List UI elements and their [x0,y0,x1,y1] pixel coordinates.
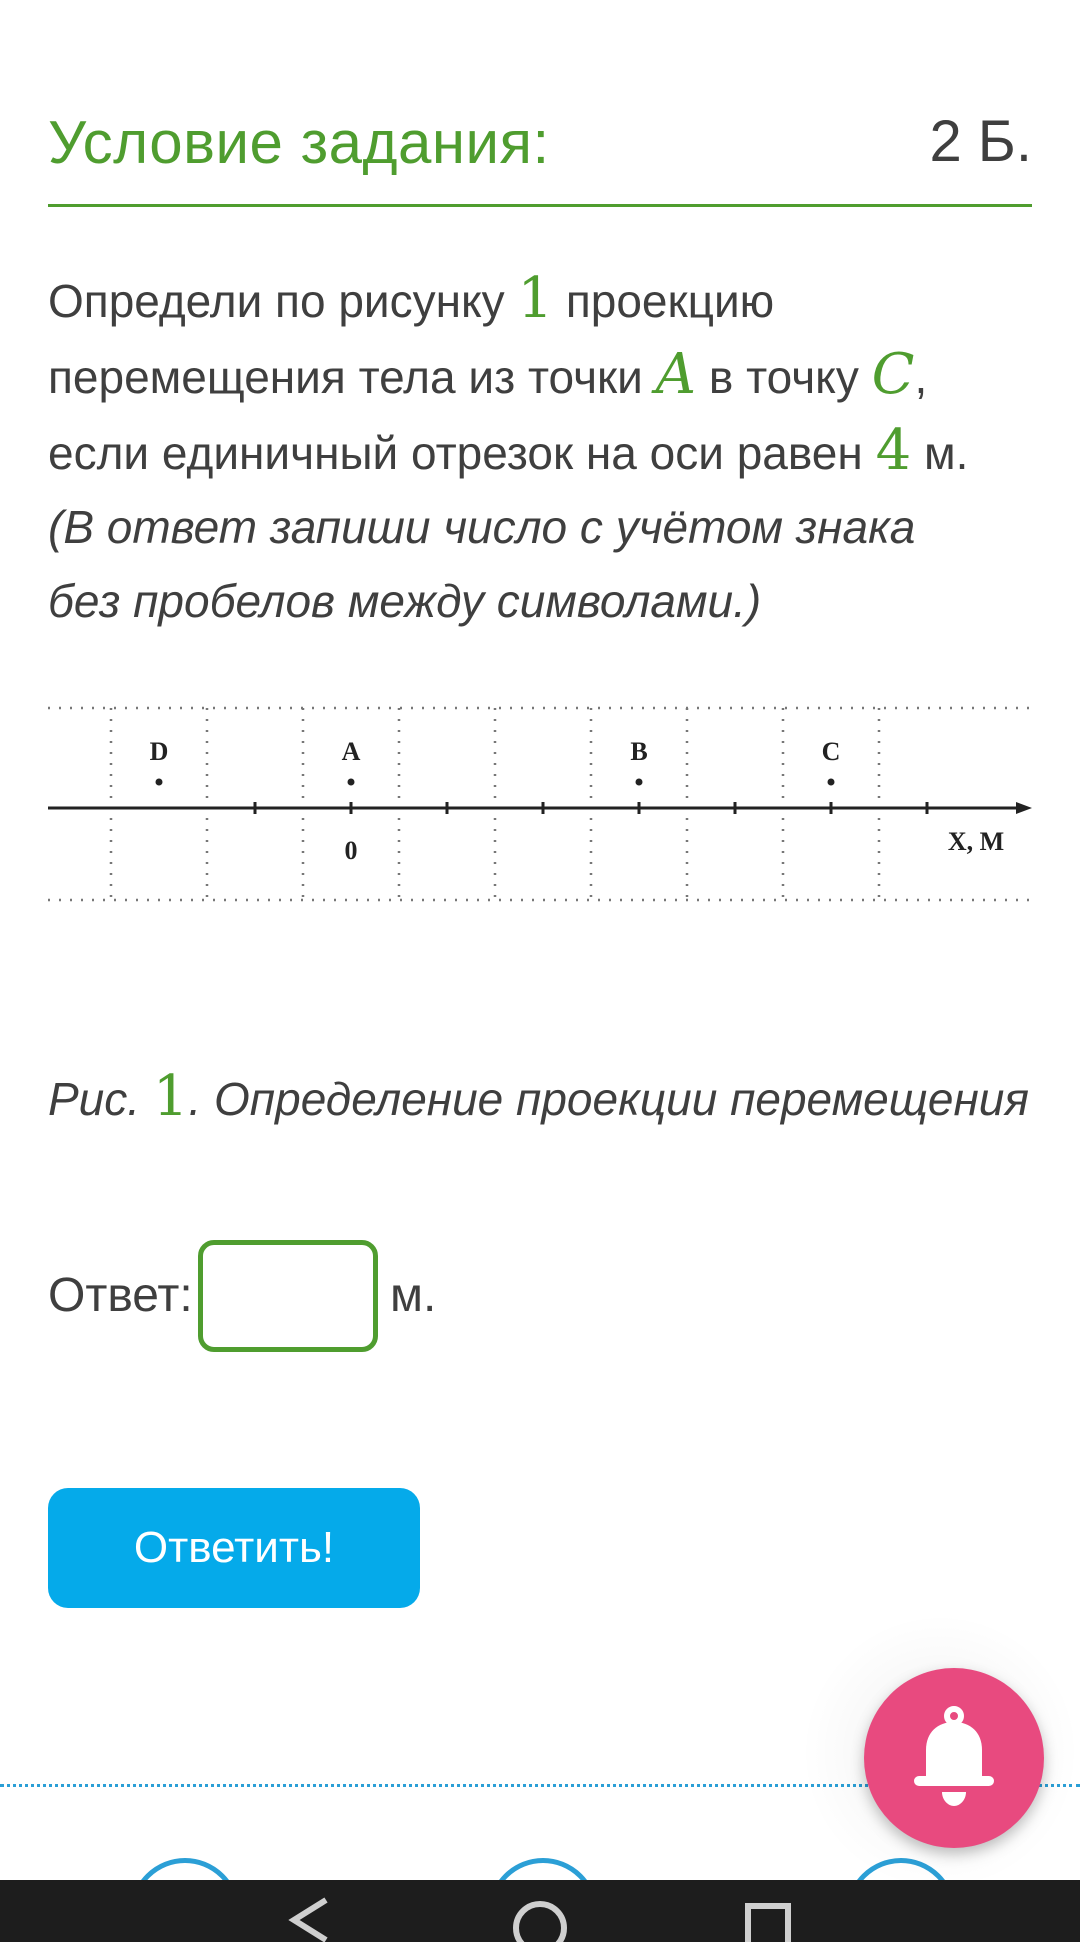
task-hint-2: без пробелов между символами.) [48,575,762,627]
recents-icon[interactable] [748,1906,788,1942]
task-title: Условие задания: [48,109,550,176]
figure-caption: Рис. 1. Определение проекции перемещения [48,1064,1029,1129]
point-marker [156,779,163,786]
answer-label: Ответ: [48,1269,193,1322]
axis-label: X, M [947,827,1005,856]
notification-button[interactable] [864,1668,1044,1848]
axis-figure [48,704,1032,904]
caption-number: 1 [152,1064,189,1129]
bell-icon [908,1706,1000,1810]
task-points: 2 Б. [929,109,1032,174]
page-circle[interactable] [488,1858,598,1880]
task-header [48,100,1032,207]
home-icon[interactable] [516,1904,564,1942]
axis-arrow [1016,802,1032,814]
point-label: B [630,737,648,766]
task-statement [48,262,1032,638]
zero-label: 0 [344,836,358,865]
task-line-1: Определи по рисунку 1 проекцию [48,266,775,331]
answer-unit: м. [390,1269,437,1322]
page-circle[interactable] [130,1858,240,1880]
point-marker [636,779,643,786]
figure-number: 1 [517,266,554,331]
submit-button[interactable]: Ответить! [48,1488,420,1608]
point-label: A [341,737,361,766]
point-from: A [655,342,697,407]
task-hint-1: (В ответ запиши число с учётом знака [48,501,916,553]
point-to: C [871,342,915,407]
android-navigation-bar [0,1880,1080,1942]
unit-value: 4 [875,418,912,483]
task-line-3: если единичный отрезок на оси равен 4 м. [48,418,969,483]
point-marker [348,779,355,786]
number-line-diagram [48,704,1032,904]
task-line-2: перемещения тела из точки A в точку C, [48,342,928,407]
answer-input[interactable] [198,1240,378,1352]
point-label: C [821,737,841,766]
point-marker [828,779,835,786]
point-label: D [149,737,169,766]
back-icon[interactable] [294,1900,326,1940]
